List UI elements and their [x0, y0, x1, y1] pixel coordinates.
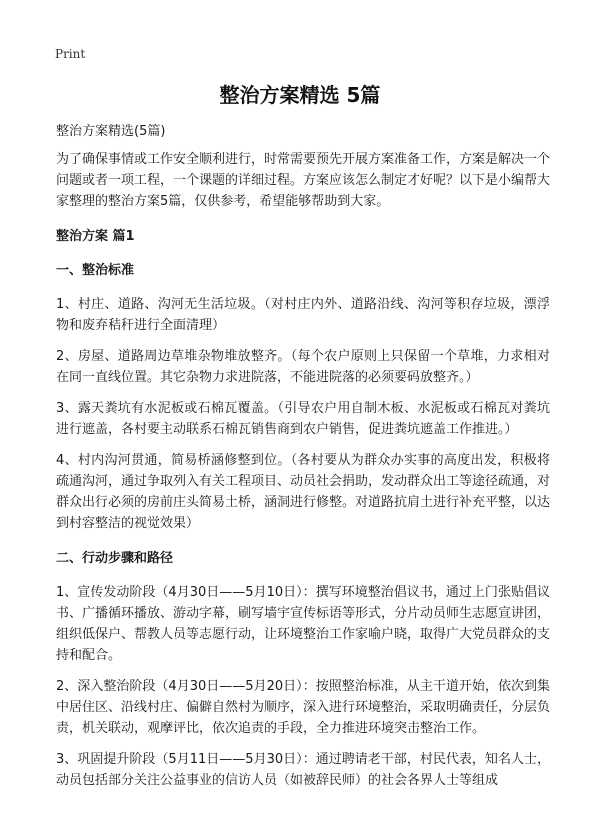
print-label[interactable]: Print	[55, 47, 86, 61]
document-subtitle: 整治方案精选(5篇)	[56, 124, 166, 139]
document-title: 整治方案精选 5篇	[219, 83, 381, 107]
standard-item: 1、村庄、道路、沟河无生活垃圾。（对村庄内外、道路沿线、沟河等积存垃圾，漂浮物和废弃秸秆进行全面清理）	[56, 297, 550, 333]
section-heading-standards: 一、整治标准	[56, 263, 135, 278]
document-body	[56, 121, 550, 801]
step-item: 3、巩固提升阶段（5月11日——5月30日）：通过聘请老干部，村民代表，知名人士，动员包括部分关注公益事业的信访人员（如被辞民师）的社会各界人士等组成	[56, 752, 550, 788]
standard-item: 3、露天粪坑有水泥板或石棉瓦覆盖。（引导农户用自制木板、水泥板或石棉瓦对粪坑进行遮盖，各村要主动联系石棉瓦销售商到农户销售，促进粪坑遮盖工作推进。）	[56, 401, 550, 437]
part-heading: 整治方案 篇1	[56, 229, 135, 244]
step-item: 1、宣传发动阶段（4月30日——5月10日）：撰写环境整治倡议书，通过上门张贴倡议书、广播循环播放、游动字幕，刷写墙宇宣传标语等形式，分片动员师生志愿宣讲团，组织低保户、帮教人员等志愿行动，让环境整治工作家喻户晓，取得广大党员群众的支持和配合。	[56, 585, 551, 663]
section-heading-steps: 二、行动步骤和路径	[56, 551, 174, 566]
step-item: 2、深入整治阶段（4月30日——5月20日）：按照整治标准，从主干道开始，依次到集中居住区、沿线村庄、偏僻自然村为顺序，深入进行环境整治，采取明确责任，分层负责，机关联动，观摩评比，依次追责的手段，全力推进环境突击整治工作。	[56, 679, 551, 736]
standard-item: 4、村内沟河贯通，简易桥涵修整到位。（各村要从为群众办实事的高度出发，积极将疏通沟河，通过争取列入有关工程项目、动员社会捐助，发动群众出工等途径疏通，对群众出行必须的房前庄头简易土桥，涵洞进行修整。对道路抗肩土进行补充平整，以达到村容整洁的视觉效果）	[56, 453, 551, 531]
standard-item: 2、房屋、道路周边草堆杂物堆放整齐。（每个农户原则上只保留一个草堆，力求相对在同一直线位置。其它杂物力求进院落，不能进院落的必须要码放整齐。）	[56, 349, 550, 385]
intro-paragraph: 为了确保事情或工作安全顺利进行，时常需要预先开展方案准备工作，方案是解决一个问题或者一项工程，一个课题的详细过程。方案应该怎么制定才好呢？以下是小编帮大家整理的整治方案5篇，仅供参考，希望能够帮助到大家。	[56, 152, 551, 209]
